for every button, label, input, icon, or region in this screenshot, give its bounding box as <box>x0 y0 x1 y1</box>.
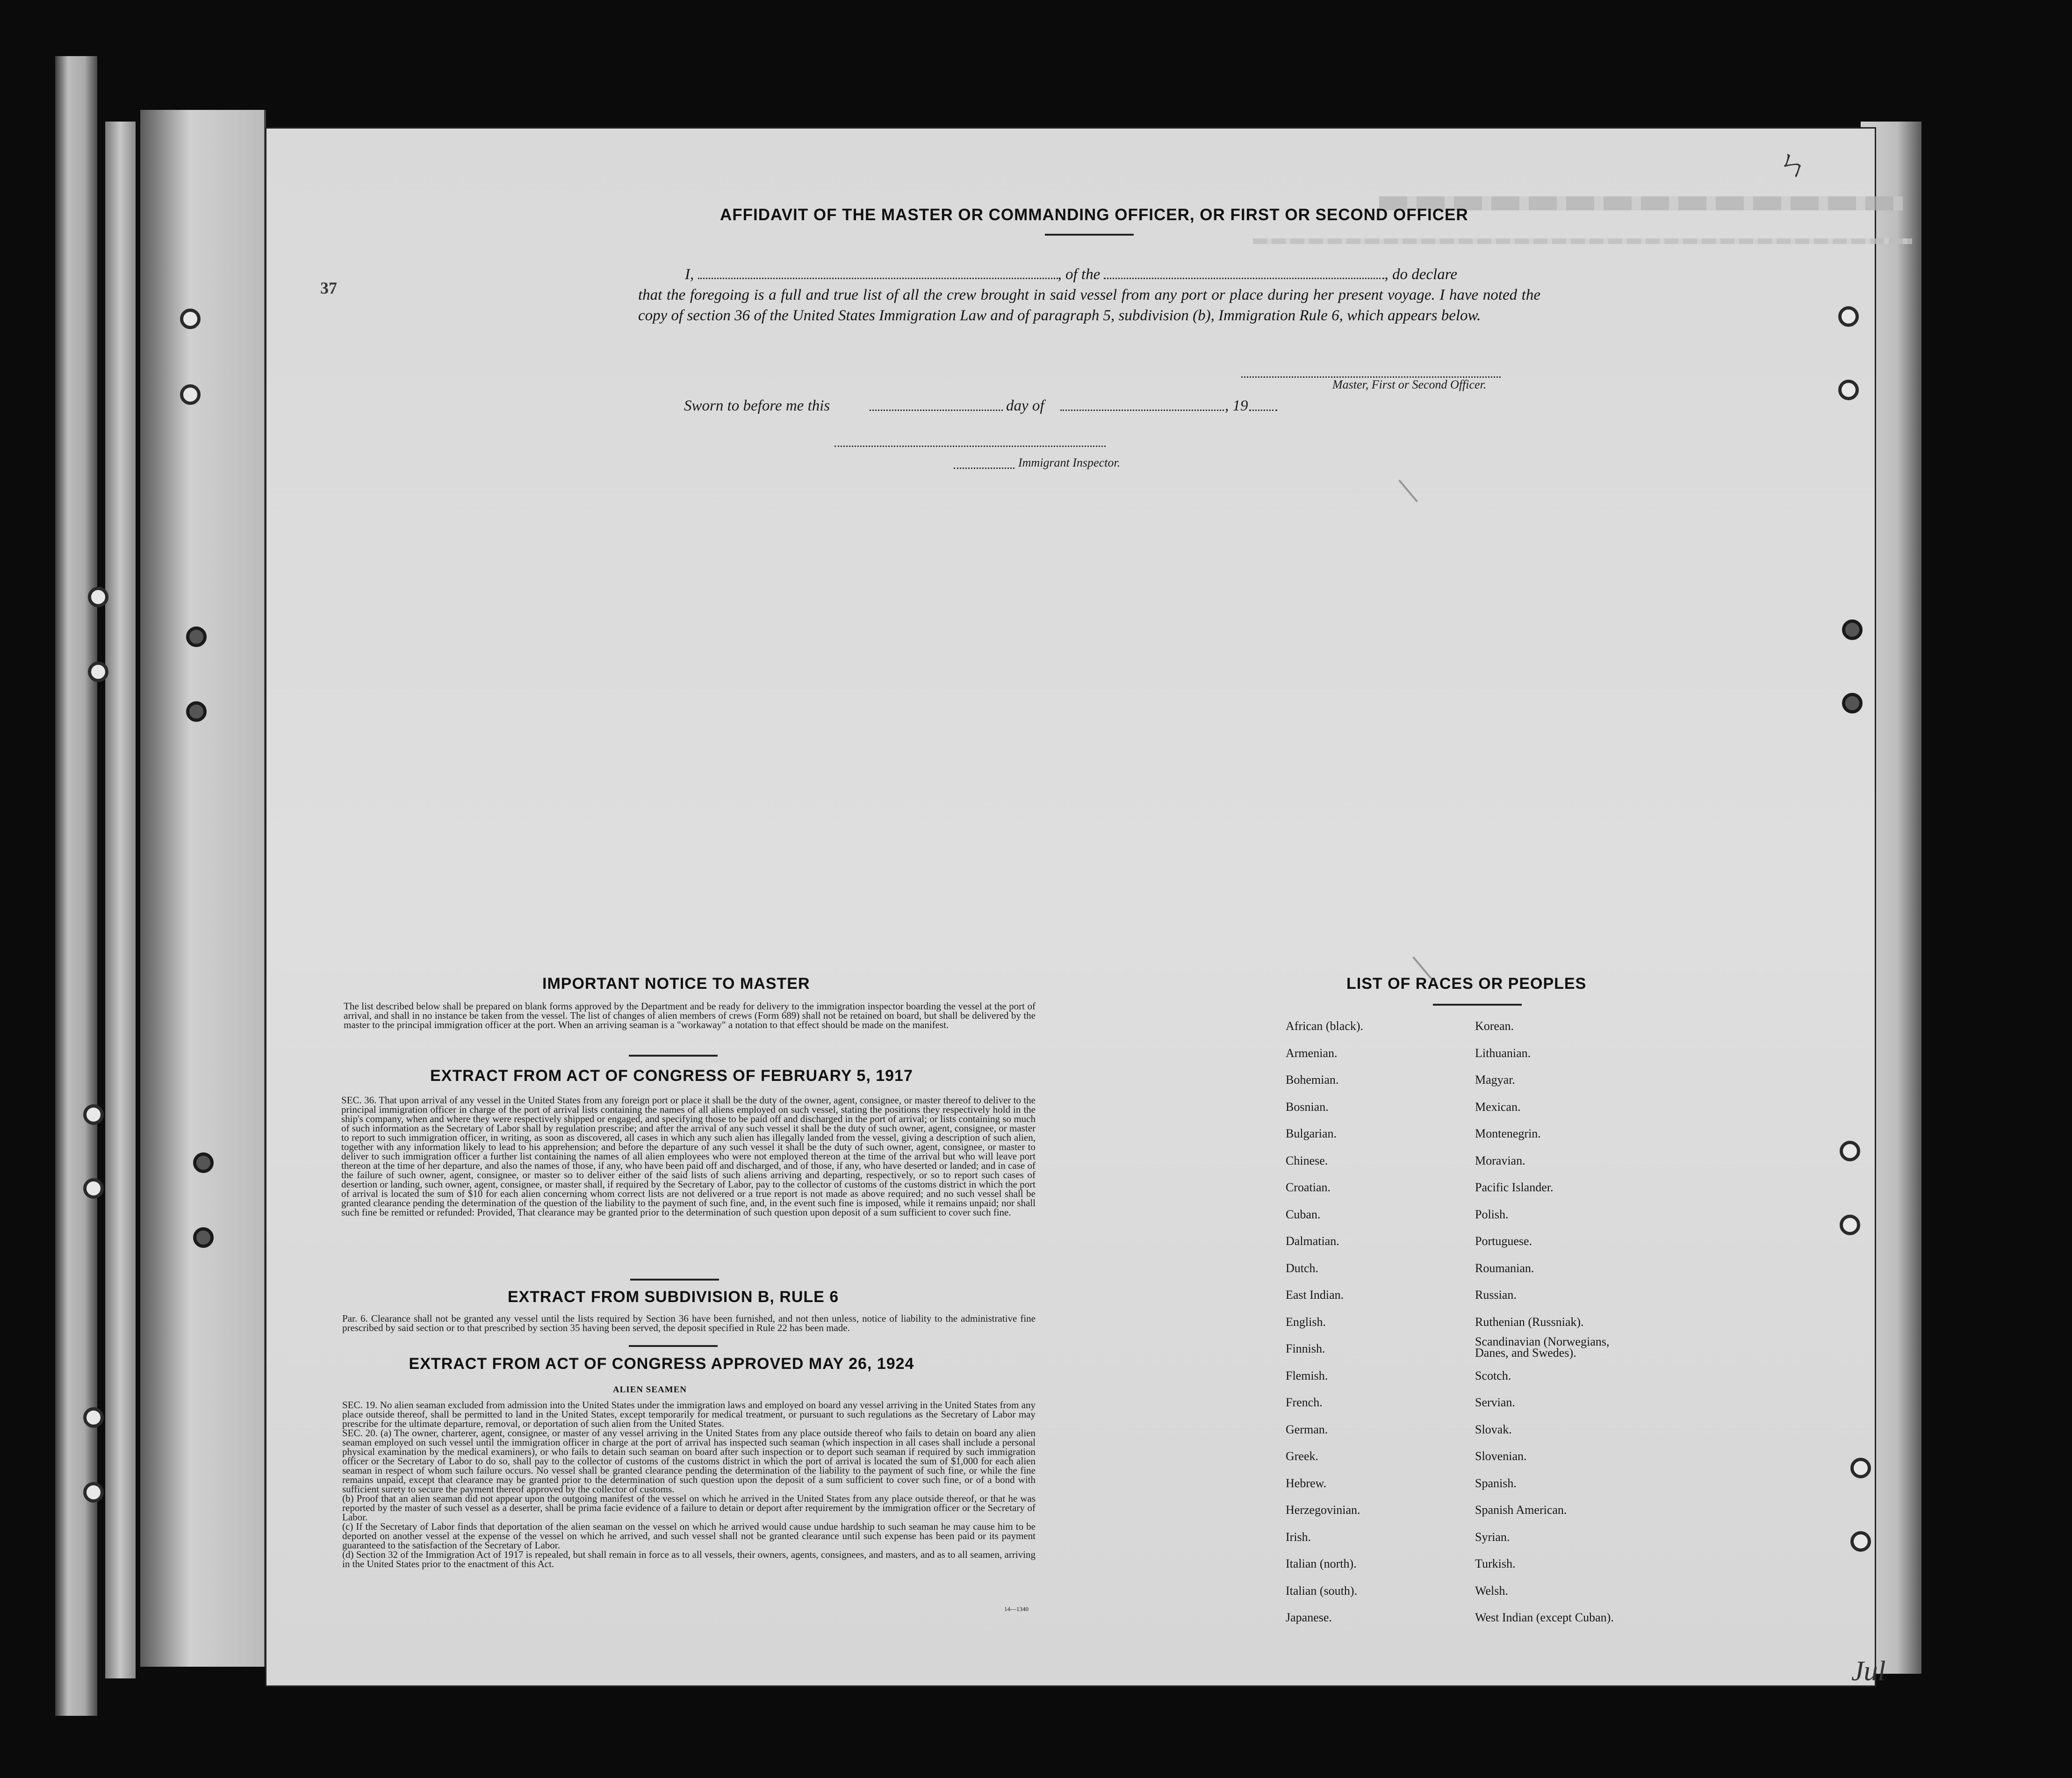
punch-hole <box>193 1152 214 1173</box>
form-number: 14—1340 <box>1004 1605 1029 1612</box>
inspector-label: Immigrant Inspector. <box>1018 456 1121 469</box>
race-item: Bosnian. <box>1286 1100 1329 1114</box>
race-item: Armenian. <box>1286 1046 1338 1060</box>
races-title: LIST OF RACES OR PEOPLES <box>1346 975 1587 993</box>
race-item: Italian (north). <box>1286 1557 1357 1570</box>
sworn-day-blank[interactable] <box>870 410 1003 411</box>
name-blank[interactable] <box>698 278 1058 279</box>
race-item: German. <box>1286 1422 1328 1436</box>
punch-hole <box>1850 1458 1871 1478</box>
title-rule <box>1045 234 1134 236</box>
corner-handwritten-mark: ㄣ <box>1777 145 1809 183</box>
extract-1924-title: EXTRACT FROM ACT OF CONGRESS APPROVED MAY 26, 1924 <box>409 1355 914 1373</box>
punch-hole <box>88 587 108 607</box>
film-strip <box>105 122 136 1678</box>
race-item: Flemish. <box>1286 1368 1328 1382</box>
race-item: Irish. <box>1286 1530 1311 1544</box>
race-item: East Indian. <box>1286 1288 1344 1302</box>
notice-title: IMPORTANT NOTICE TO MASTER <box>542 975 810 993</box>
section-rule <box>629 1055 718 1057</box>
sworn-year-prefix: , 19 <box>1225 397 1248 414</box>
notice-text: The list described below shall be prepared on blank forms approved by the Department and be ready for delivery to the immigration inspector boarding the vessel at the port of arrival, and shall in no instance be taken from the vessel. The list of changes of alien members of crews (Form 689) shall not be retained on board, but shall be delivered by the master to the principal immigration officer at the port. When an arriving seaman is a "workaway" a notation to that effect should be made on the manifest. <box>344 1001 1036 1030</box>
race-item: Polish. <box>1475 1207 1509 1221</box>
bleed-through-line <box>1253 238 1912 244</box>
sworn-year-blank[interactable] <box>1249 410 1277 411</box>
sec-19: SEC. 19. No alien seaman excluded from admission into the United States under the immigration laws and employed on board any vessel arriving in the United States from any place outside thereof, shall be permitted to land in the United States, except temporarily for medical treatment, or pursuant to such regulations as the Secretary of Labor may prescribe for the ultimate departure, removal, or deportation of such alien from the United States. <box>342 1399 1036 1429</box>
extract-rule6-title: EXTRACT FROM SUBDIVISION B, RULE 6 <box>507 1288 839 1306</box>
signature-label: Master, First or Second Officer. <box>1332 378 1487 391</box>
punch-hole <box>88 662 108 682</box>
race-item: Greek. <box>1286 1449 1319 1463</box>
race-item: Portuguese. <box>1475 1234 1532 1248</box>
under-sheet-left <box>140 110 266 1667</box>
punch-hole <box>1842 693 1863 713</box>
extract-1917-title: EXTRACT FROM ACT OF CONGRESS OF FEBRUARY 5, 1917 <box>430 1067 913 1085</box>
race-item: West Indian (except Cuban). <box>1475 1611 1614 1624</box>
inspector-prefix-blank[interactable] <box>954 468 1014 469</box>
sec-20c: (c) If the Secretary of Labor finds that deportation of the alien seaman on the vessel on which he arrived would cause undue hardship to such seaman he may cause him to be deported on another vessel at the expense of the vessel on which he arrived, and such vessel shall not be granted clearance until such expense has been paid or its payment guaranteed to the satisfaction of the Secretary of Labor. <box>342 1521 1036 1551</box>
race-item: African (black). <box>1286 1019 1364 1033</box>
race-item: Ruthenian (Russniak). <box>1475 1315 1584 1329</box>
punch-hole <box>1840 1141 1860 1161</box>
punch-hole <box>83 1482 104 1503</box>
affidavit-statement: that the foregoing is a full and true list of all the crew brought in said vessel from any port or place during her present voyage. I have noted the copy of section 36 of the United States Immigration Law and of paragraph 5, subdivision (b), Immigration Rule 6, which appears below. <box>638 287 1540 324</box>
punch-hole <box>83 1104 104 1125</box>
punch-hole <box>193 1227 214 1248</box>
punch-hole <box>1840 1215 1860 1235</box>
race-item: Dalmatian. <box>1286 1234 1339 1248</box>
sec-20b: (b) Proof that an alien seaman did not appear upon the outgoing manifest of the vessel on which he arrived in the United States from any place outside thereof, or that he was reported by the master of such vessel as a deserter, shall be prima facie evidence of a failure to detain or deport after requirement by the immigration officer or the Secretary of Labor. <box>342 1493 1036 1523</box>
race-item: Roumanian. <box>1475 1261 1534 1275</box>
declare-line <box>685 264 1457 285</box>
race-item: Herzegovinian. <box>1286 1503 1360 1517</box>
race-item: Turkish. <box>1475 1557 1516 1570</box>
race-item: Russian. <box>1475 1288 1517 1302</box>
punch-hole <box>1850 1531 1871 1552</box>
extract-1917-text: SEC. 36. That upon arrival of any vessel in the United States from any foreign port or place it shall be the duty of the owner, agent, consignee, or master thereof to deliver to the principal immigration officer in charge of the port of arrival lists containing the names of all aliens employed on such vessel, stating the positions they respectively hold in the ship's company, when and where they were respectively shipped or engaged, and specifying those to be paid off and discharged in the port of arrival; or lists containing so much of such information as the Secretary of Labor shall by regulation prescribe; and after the arrival of any such vessel it shall be the duty of such owner, agent, consignee, or master to report to such immigration officer, in writing, as soon as discovered, all cases in which any such alien has illegally landed from the vessel, giving a description of such alien, together with any information likely to lead to his apprehension; and before the departure of any such vessel it shall be the duty of such owner, agent, consignee, or master to deliver to such immigration officer a further list containing the names of all alien employees who were not employed thereon at the time of the arrival but who will leave port thereon at the time of her departure, and also the names of those, if any, who have been paid off and discharged, and of those, if any, who have deserted or landed; and in case of the failure of such owner, agent, consignee, or master so to deliver either of the said lists of such aliens arriving and departing, respectively, or so to report such cases of desertion or landing, such owner, agent, consignee, or master shall, if required by the Secretary of Labor, pay to the collector of customs of the customs district in which the port of arrival is located the sum of $10 for each alien concerning whom correct lists are not delivered or a true report is not made as above required; and no such vessel shall be granted clearance pending the determination of the question of the liability to the payment of such fine, and, in the event such fine is imposed, while it remains unpaid; nor shall such fine be remitted or refunded: Provided, That clearance may be granted prior to the determination of such question upon deposit of a sum sufficient to cover such fine. <box>341 1094 1036 1218</box>
race-item: Japanese. <box>1286 1611 1332 1624</box>
race-item: Moravian. <box>1475 1153 1525 1167</box>
punch-hole <box>180 309 201 329</box>
race-item: Croatian. <box>1286 1181 1331 1194</box>
punch-hole <box>180 384 201 405</box>
race-item: Hebrew. <box>1286 1476 1327 1490</box>
sworn-day-of: day of <box>1006 397 1044 414</box>
film-edge-left <box>55 56 97 1716</box>
race-item: Lithuanian. <box>1475 1046 1531 1060</box>
race-item: Welsh. <box>1475 1584 1508 1598</box>
affidavit-declare: , do declare <box>1384 266 1457 283</box>
section-rule <box>629 1345 718 1347</box>
page-number: 37 <box>320 279 337 297</box>
race-item: Slovak. <box>1475 1422 1512 1436</box>
race-item: English. <box>1286 1315 1326 1329</box>
race-item: Chinese. <box>1286 1153 1328 1167</box>
race-item: Mexican. <box>1475 1100 1521 1114</box>
affidavit-i: I, <box>685 266 694 283</box>
punch-hole <box>1838 306 1859 327</box>
race-item: Korean. <box>1475 1019 1514 1033</box>
sec-20a: SEC. 20. (a) The owner, charterer, agent, consignee, or master of any vessel arriving in the United States from any place outside thereof who fails to detain on board any alien seaman employed on such vessel until the immigration officer in charge at the port of arrival has inspected such seaman (which inspection in all cases shall include a personal physical examination by the medical examiners), or who fails to detain such seaman on board after such inspection or to deport such seaman if required by such immigration officer or the Secretary of Labor to do so, shall pay to the collector of customs of the customs district in which the port of arrival is located the sum of $1,000 for each alien seaman in respect of whom such failure occurs. No vessel shall be granted clearance pending the determination of the liability to the payment of such fine, or while the fine remains unpaid, except that clearance may be granted prior to the determination of such question upon the deposit of a sum sufficient to cover such fine, or of a bond with sufficient surety to secure the payment thereof approved by the collector of customs. <box>342 1427 1036 1495</box>
inspector-signature-blank[interactable] <box>835 446 1106 447</box>
race-item: Spanish. <box>1475 1476 1517 1490</box>
race-item: Bohemian. <box>1286 1073 1339 1087</box>
punch-hole <box>1842 619 1863 640</box>
punch-hole <box>83 1178 104 1199</box>
punch-hole <box>1838 380 1859 400</box>
race-item: French. <box>1286 1396 1323 1409</box>
sworn-prefix: Sworn to before me this <box>684 397 830 414</box>
race-item: Syrian. <box>1475 1530 1510 1544</box>
race-item: Finnish. <box>1286 1342 1325 1355</box>
sworn-month-blank[interactable] <box>1060 410 1224 411</box>
race-item: Servian. <box>1475 1396 1515 1409</box>
race-item: Pacific Islander. <box>1475 1181 1554 1194</box>
alien-seamen-subtitle: ALIEN SEAMEN <box>612 1385 687 1395</box>
races-rule <box>1433 1004 1522 1006</box>
race-item: Italian (south). <box>1286 1584 1358 1598</box>
race-item: Spanish American. <box>1475 1503 1567 1517</box>
race-item: Montenegrin. <box>1475 1127 1541 1140</box>
race-item: Magyar. <box>1475 1073 1515 1087</box>
affidavit-title: AFFIDAVIT OF THE MASTER OR COMMANDING OFFICER, OR FIRST OR SECOND OFFICER <box>720 206 1468 224</box>
punch-hole <box>83 1407 104 1428</box>
race-item: Slovenian. <box>1475 1449 1527 1463</box>
race-item: Cuban. <box>1286 1207 1321 1221</box>
punch-hole <box>186 626 207 647</box>
handwritten-initials: Jul <box>1851 1656 1886 1686</box>
extract-rule6-text: Par. 6. Clearance shall not be granted any vessel until the lists required by Section 36 have been furnished, and not then unless, notice of liability to the administrative fine prescribed by said section or to that prescribed by section 35 having been served, the deposit specified in Rule 22 has been made. <box>342 1313 1036 1333</box>
race-item: Dutch. <box>1286 1261 1319 1275</box>
race-item: Scandinavian (Norwegians, Danes, and Swedes). <box>1475 1335 1610 1360</box>
affidavit-of-the: , of the <box>1058 266 1101 283</box>
race-item: Bulgarian. <box>1286 1127 1337 1140</box>
race-item: Scotch. <box>1475 1368 1511 1382</box>
punch-hole <box>186 701 207 722</box>
extract-1924-text <box>342 1400 1036 1569</box>
vessel-blank[interactable] <box>1104 278 1384 279</box>
section-rule <box>630 1279 719 1281</box>
sec-20d: (d) Section 32 of the Immigration Act of 1917 is repealed, but shall remain in force as to all vessels, their owners, agents, consignees, and masters, and as to all seamen, arriving in the United States prior to the enactment of this Act. <box>342 1549 1036 1569</box>
